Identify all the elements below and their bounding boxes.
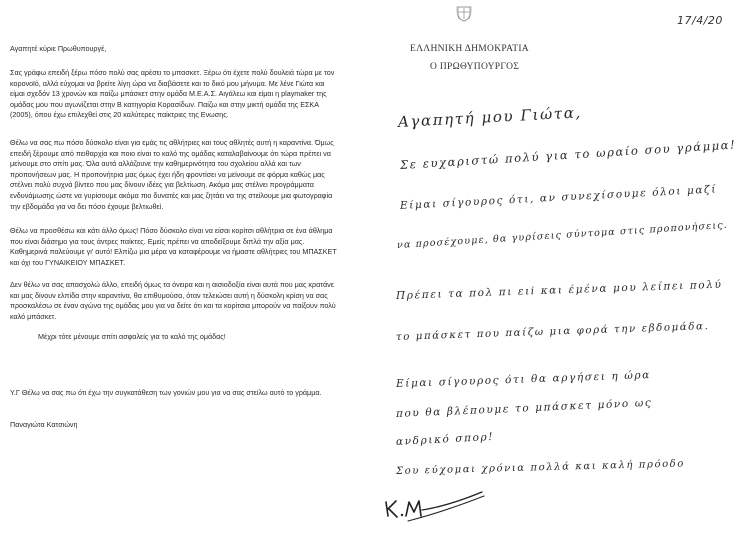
- paragraph-2-line: ενδυνάμωσης ώστε να γυρίσουμε ακόμα πιο δυνατές και μας ζητάει να της στείλουμε μια φωτογραφία: [10, 190, 333, 200]
- header-title: ΕΛΛΗΝΙΚΗ ΔΗΜΟΚΡΑΤΙΑ: [410, 44, 529, 54]
- handwritten-line: Είμαι σίγουρος ότι θα αργήσει η ώρα: [395, 369, 652, 390]
- handwritten-line: Πρέπει τα πολ πι ειi και έμένα μου λείπει πολύ: [395, 278, 723, 302]
- handwritten-letter: [372, 0, 750, 535]
- paragraph-1-line: είμαι σχεδόν 13 χρονών και παίζω μπάσκετ στην ομάδα Μ.Ε.Α.Σ. Αιγάλεω και είμαι η playmaker της: [10, 89, 327, 99]
- paragraph-2-line: Θέλω να σας πω πόσο δύσκολο είναι για εμάς τις αθλήτριες και τους αθλητές αυτή η καραντίνα. Όμως: [10, 138, 334, 147]
- paragraph-1-line: ομάδας μου που αγωνίζεται στην Β κατηγορία Κορασίδων. Παίζω και στην μικτή ομάδα της ΕΣΚΑ: [10, 99, 320, 109]
- paragraph-3: [10, 226, 337, 268]
- handwritten-line: Σου εύχομαι χρόνια πολλά και καλή πρόοδο: [395, 458, 686, 477]
- handwritten-line: Είμαι σίγουρος ότι, αν συνεχίσουμε όλοι μαζί: [399, 183, 718, 212]
- paragraph-2: [10, 138, 334, 212]
- paragraph-1: [10, 68, 334, 121]
- handwritten-line: ανδρικό σπορ!: [395, 430, 495, 448]
- paragraph-2-line: επειδή ξέρουμε από πειθαρχία και ποιο είναι το καλό της ομάδας καταλαβαίνουμε ότι τώρα πρέπει να: [10, 148, 331, 158]
- paragraph-2-line: μείνουμε στο σπίτι μας. Όλα αυτά αλλάζουνε την καθημερινότητα του σχολείου αλλά και των: [10, 159, 301, 169]
- handwritten-line: Σε ευχαριστώ πολύ για το ωραίο σου γράμμα!: [399, 137, 737, 172]
- paragraph-2-line: προπονήσεων μας. Η προπονήτρια μας όμως έχει ήδη φροντίσει να μείνουμε σε φόρμα καθώς μας: [10, 169, 325, 179]
- letter-date: 17/4/20: [677, 14, 723, 27]
- handwritten-line: που θα βλέπουμε το μπάσκετ μόνο ως: [395, 396, 653, 420]
- paragraph-2-line: την εβδομάδα για να δει πόσο έχουμε βελτιωθεί.: [10, 201, 164, 211]
- paragraph-4-line: και μας δίνουν ελπίδα στην καραντίνα, θα επιθυμούσα, όταν τελειώσει αυτή η δύσκολη κρίση να σας: [10, 290, 328, 300]
- handwritten-line: Αγαπητή μου Γιώτα,: [397, 103, 583, 131]
- paragraph-3-line: και όχι του ΓΥΝΑΙΚΕΙΟΥ ΜΠΑΣΚΕΤ.: [10, 257, 126, 267]
- paragraph-1-line: (2005), όπου έχω επιλεχθεί στις 20 καλύτερες παίκτριες της Ενωσης.: [10, 110, 229, 120]
- typed-letter: [0, 0, 372, 535]
- header-subtitle: Ο ΠΡΩΘΥΠΟΥΡΓΟΣ: [430, 62, 520, 72]
- paragraph-3-line: Καθημερινά παλεύουμε γι' αυτό! Ελπίζω μια μέρα να καταφέρουμε να ήμαστε αθλήτριες του ΜΠΑΣΚΕΤ: [10, 247, 337, 257]
- paragraph-3-line: που είναι διάσημο για τους άντρες παίκτες. Εμείς πρέπει να αποδείξουμε διπλά την αξία μας.: [10, 236, 305, 246]
- paragraph-4-line: καλό μπάσκετ.: [10, 311, 57, 321]
- paragraph-3-line: Θέλω να προσθέσω και κάτι άλλο όμως! Πόσο δύσκολο είναι να είσαι κορίτσι αθλήτρια σε ένα άθλημα: [10, 226, 333, 235]
- greek-coat-of-arms-icon: [456, 4, 472, 22]
- paragraph-2-line: στέλνει πολύ συχνά βίντεο που μας δίνουν ιδέες για βελτίωση. Ακόμα μας στέλνει προγράμματα: [10, 180, 314, 190]
- handwritten-signature: [378, 488, 488, 528]
- sender-name: Παναγιώτα Κατσιώνη: [10, 420, 78, 429]
- paragraph-4: [10, 280, 336, 322]
- paragraph-1-line: Σας γράφω επειδή ξέρω πόσο πολύ σας αρέσει το μπασκετ. Ξέρω ότι έχετε πολύ δουλειά τώρα με τον: [10, 68, 335, 77]
- paragraph-4-line: Δεν θέλω να σας απασχολώ άλλο, επειδή όμως τα όνειρα και η αισιοδοξία είναι αυτά που μας κρατάνε: [10, 280, 334, 289]
- handwritten-line: να προσέχουμε, θα γυρίσεις σύντομα στις προπονήσεις.: [396, 219, 729, 251]
- paragraph-1-line: κορονοϊό, αλλά εύχομαι να βρείτε λίγη ώρα να διαβάσετε και το δικό μου μήνυμα. Με λένε Γιώτα και: [10, 78, 325, 88]
- salutation: Αγαπητέ κύριε Πρωθυπουργέ,: [10, 44, 107, 53]
- postscript: Υ.Γ Θέλω να σας πω ότι έχω την συγκατάθεση των γονιών μου για να σας στείλω αυτό το γράμμα.: [10, 388, 322, 397]
- handwritten-line: το μπάσκετ που παίζω μια φορά την εβδομάδα.: [395, 321, 710, 343]
- paragraph-4-line: προσκαλέσω σε έναν αγώνα της ομάδας μου για να δείτε ότι και τα κορίτσια μπορούν να παίξουν πολύ: [10, 301, 336, 311]
- closing-line: Μέχρι τότε μένουμε σπίτι ασφαλείς για το καλό της ομάδας!: [38, 332, 226, 341]
